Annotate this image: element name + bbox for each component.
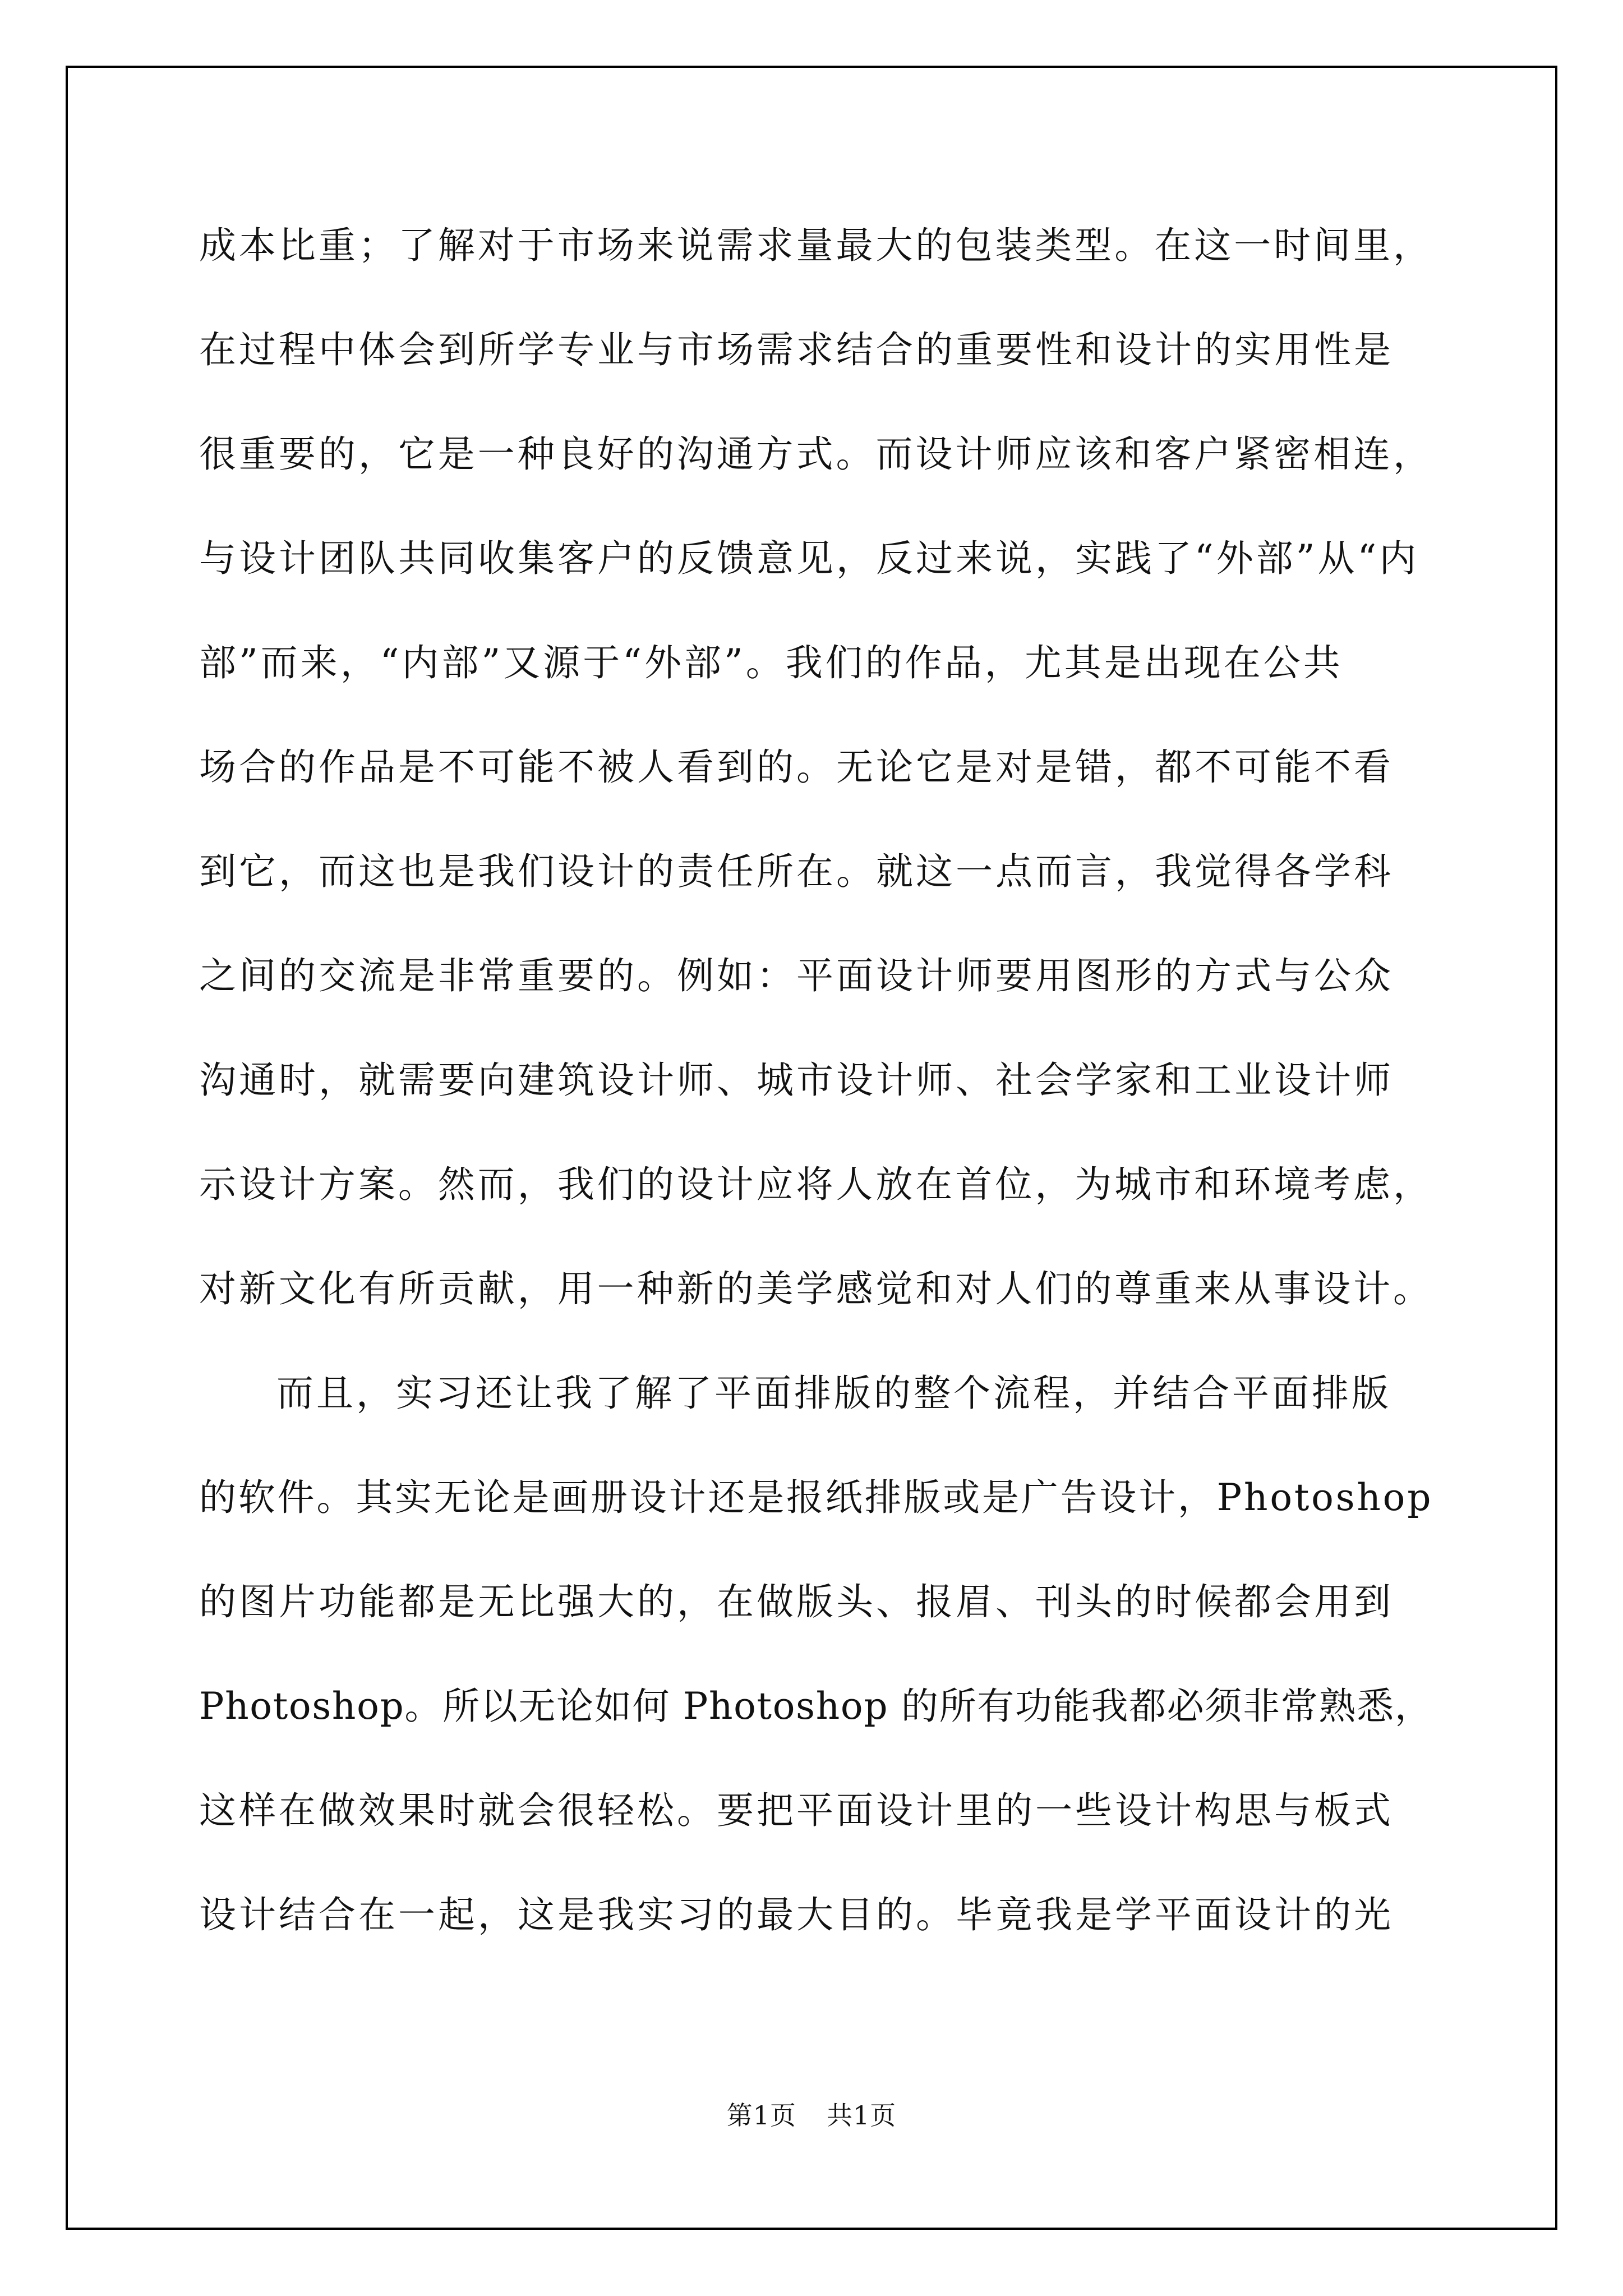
- text-line: 之间的交流是非常重要的。例如：平面设计师要用图形的方式与公众: [199, 954, 1394, 997]
- text-line: 的图片功能都是无比强大的，在做版头、报眉、刊头的时候都会用到: [199, 1580, 1394, 1623]
- text-line: 很重要的，它是一种良好的沟通方式。而设计师应该和客户紧密相连，: [199, 432, 1433, 476]
- document-body: [199, 194, 1433, 1967]
- text-line: 这样在做效果时就会很轻松。要把平面设计里的一些设计构思与板式: [199, 1789, 1394, 1832]
- text-line: 设计结合在一起，这是我实习的最大目的。毕竟我是学平面设计的光: [199, 1893, 1394, 1936]
- text-line: 示设计方案。然而，我们的设计应将人放在首位，为城市和环境考虑，: [199, 1163, 1433, 1206]
- text-line: 成本比重；了解对于市场来说需求量最大的包装类型。在这一时间里，: [199, 224, 1433, 267]
- text-line: 对新文化有所贡献，用一种新的美学感觉和对人们的尊重来从事设计。: [199, 1267, 1433, 1310]
- text-line: 与设计团队共同收集客户的反馈意见，反过来说，实践了“外部”从“内: [199, 537, 1419, 580]
- text-line: 沟通时，就需要向建筑设计师、城市设计师、社会学家和工业设计师: [199, 1059, 1394, 1102]
- text-line: 的软件。其实无论是画册设计还是报纸排版或是广告设计，Photoshop: [199, 1476, 1433, 1519]
- text-line: 场合的作品是不可能不被人看到的。无论它是对是错，都不可能不看: [199, 746, 1394, 789]
- page-total: 共1页: [827, 2100, 897, 2131]
- text-line: 部”而来，“内部”又源于“外部”。我们的作品，尤其是出现在公共: [199, 641, 1343, 684]
- text-line: 到它，而这也是我们设计的责任所在。就这一点而言，我觉得各学科: [199, 850, 1394, 893]
- text-line: Photoshop。所以无论如何 Photoshop 的所有功能我都必须非常熟悉，: [199, 1685, 1433, 1728]
- page-footer: [0, 2095, 1623, 2132]
- paragraph-start-line: 而且，实习还让我了解了平面排版的整个流程，并结合平面排版: [276, 1372, 1391, 1415]
- text-line: 在过程中体会到所学专业与市场需求结合的重要性和设计的实用性是: [199, 328, 1394, 371]
- page-number: 第1页: [726, 2100, 796, 2131]
